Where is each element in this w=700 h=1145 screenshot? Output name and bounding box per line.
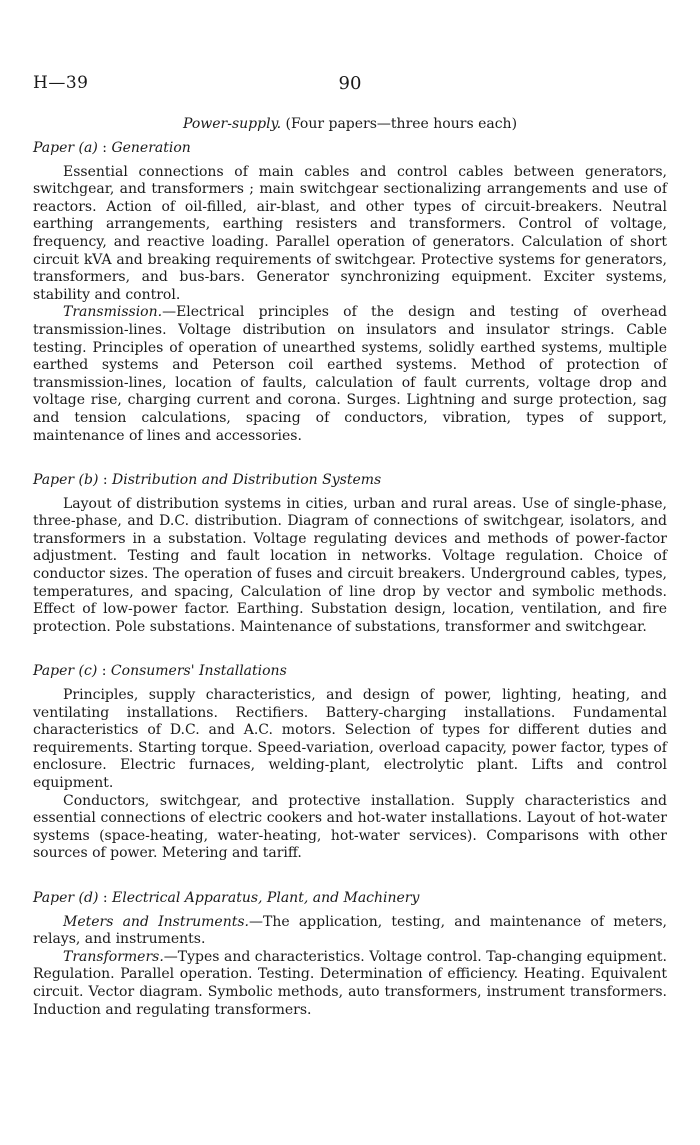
paper-separator: : [102,472,108,489]
paragraph-text: —The application, testing, and maintenance of meters, relays, and instruments. [33,913,667,948]
paper-heading [33,472,667,490]
paragraph [33,793,667,863]
paper-separator: : [102,889,108,906]
paper-title: Distribution and Distribution Systems [112,472,382,489]
paper-label: Paper (c) [33,663,98,680]
paragraph [33,949,667,1019]
paragraph [33,164,667,305]
paper-title: Consumers' Installations [110,663,287,680]
paragraph-lead: Transformers. [63,948,164,965]
paragraph-text: Layout of distribution systems in cities, urban and rural areas. Use of single-phase, three-phase, and D.C. distribution. Diagram of connections of switchgear, isolators, and transformers in a substation. Voltage regulating devices and methods of power-factor adjustment. Testing and fault location in networks. Voltage regulation. Choice of conductor sizes. The operation of fuses and circuit breakers. Underground cables, types, temperatures, and spacing, Calculation of line drop by vector and symbolic methods. Effect of low-power factor. Earthing. Substation design, location, ventilation, and fire protection. Pole substations. Maintenance of substations, transformer and switchgear. [33,495,667,635]
section-heading [0,116,700,132]
document-id: H—39 [33,73,89,93]
paper-label: Paper (b) [33,472,99,489]
paper-section [33,890,667,1019]
paper-separator: : [102,140,107,156]
paragraph-text: Principles, supply characteristics, and design of power, lighting, heating, and ventilating installations. Rectifiers. Battery-charging installations. Fundamental characteristics of D.C. and A.C. motors. Selection of types for different duties and requirements. Starting torque. Speed-variation, overload capacity, power factor, types of enclosure. Electric furnaces, welding-plant, electrolytic plant. Lifts and control equipment. [33,687,667,791]
paper-section [33,663,667,863]
paragraph [33,304,667,445]
paper-label: Paper (d) [33,889,99,906]
paper-separator: : [101,663,107,680]
paper-section [33,140,667,445]
paragraph [33,496,667,637]
document-body [33,140,667,1019]
paper-label: Paper (a) [33,140,98,156]
paper-heading [33,663,667,681]
paper-title: Electrical Apparatus, Plant, and Machinery [112,889,420,906]
paragraph-lead: Meters and Instruments. [63,913,249,930]
paragraph-lead: Transmission. [63,304,163,321]
paragraph [33,687,667,793]
paper-heading [33,140,667,158]
section-title: Power-supply. [182,116,282,132]
paragraph-text: Conductors, switchgear, and protective installation. Supply characteristics and essential connections of electric cookers and hot-water installations. Layout of hot-water systems (space-heating, water-heating, hot-water services). Comparisons with other sources of power. Metering and tariff. [33,792,667,862]
paper-section [33,472,667,636]
paper-title: Generation [111,140,191,156]
paragraph-text: —Types and characteristics. Voltage control. Tap-changing equipment. Regulation. Parallel operation. Testing. Determination of efficiency. Heating. Equivalent circuit. Vector diagram. Symbolic methods, auto transformers, instrument transformers. Induction and regulating transformers. [33,948,667,1018]
paragraph-text: —Electrical principles of the design and testing of overhead transmission-lines. Voltage distribution on insulators and insulator strings. Cable testing. Principles of operation of unearthed systems, solidly earthed systems, multiple earthed systems and Peterson coil earthed systems. Method of protection of transmission-lines, location of faults, calculation of fault currents, voltage drop and voltage rise, charging current and corona. Surges. Lightning and surge protection, sag and tension calculations, spacing of conductors, vibration, types of support, maintenance of lines and accessories. [33,304,667,444]
paragraph-text: Essential connections of main cables and control cables between generators, switchgear, and transformers ; main switchgear sectionalizing arrangements and use of reactors. Action of oil-filled, air-blast, and other types of circuit-breakers. Neutral earthing arrangements, earthing resisters and transformers. Control of voltage, frequency, and reactive loading. Parallel operation of generators. Calculation of short circuit kVA and breaking requirements of switchgear. Protective systems for generators, transformers, and bus-bars. Generator synchronizing equipment. Exciter systems, stability and control. [33,163,667,303]
page-number: 90 [338,73,362,94]
section-subtitle: (Four papers—three hours each) [285,116,518,132]
paper-heading [33,890,667,908]
paragraph [33,914,667,949]
